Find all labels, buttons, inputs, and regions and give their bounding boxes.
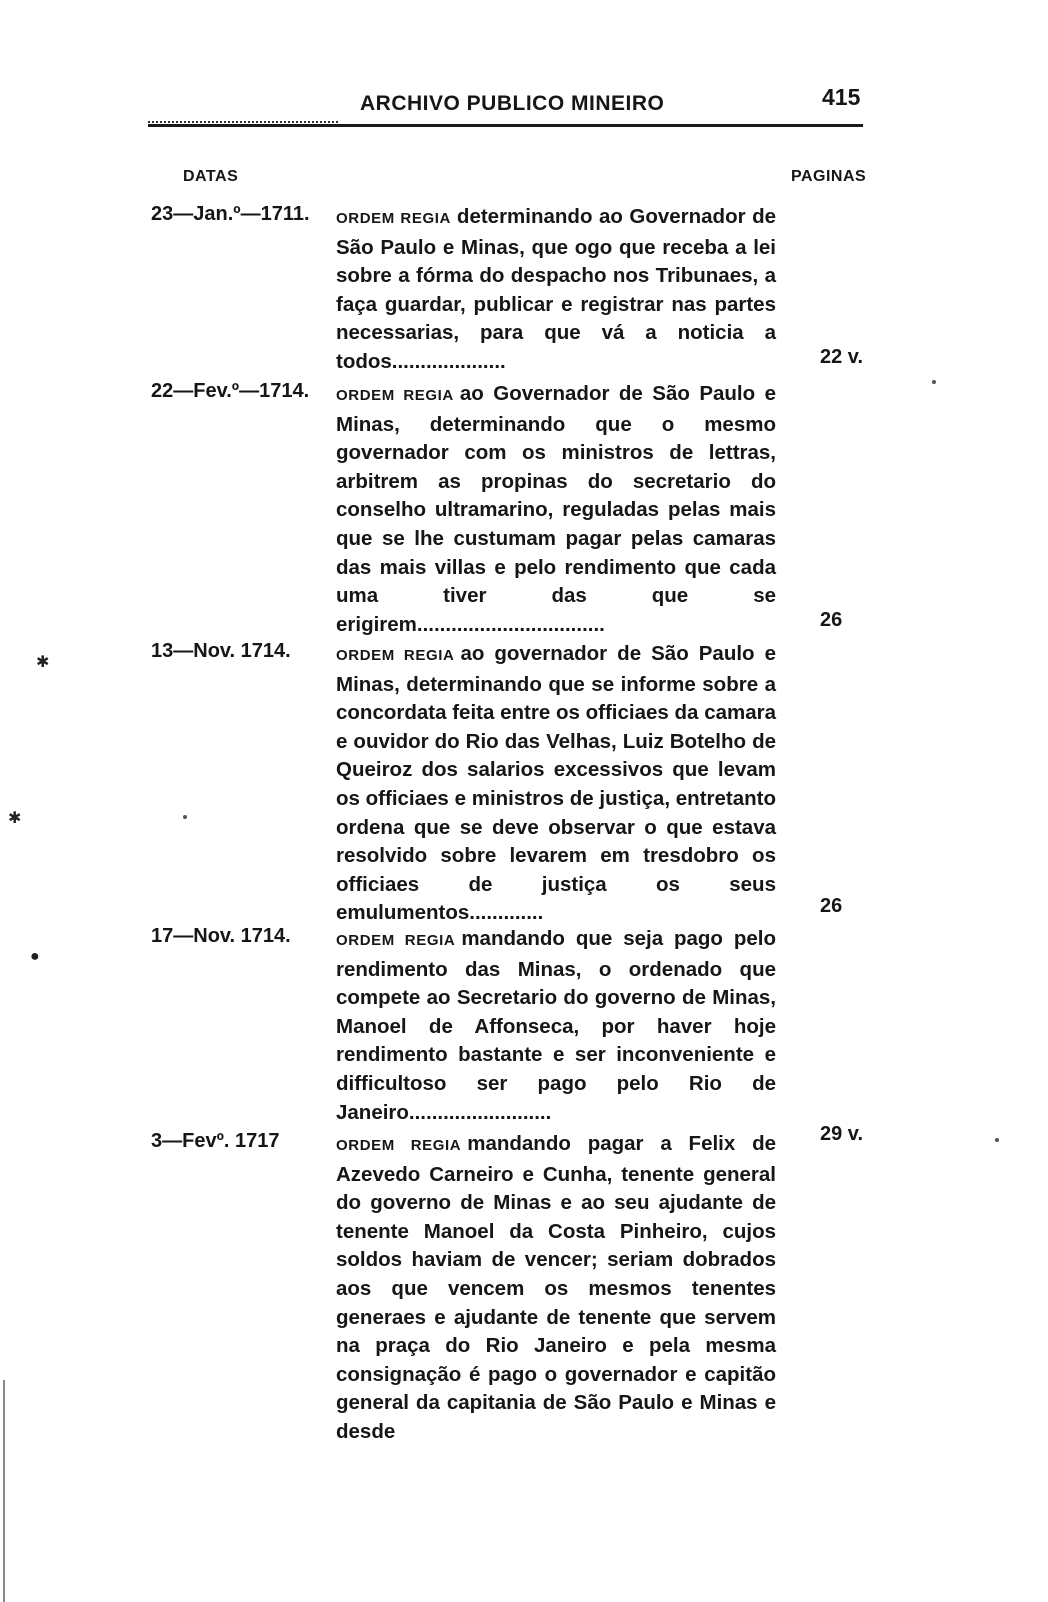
entry-kind: ORDEM REGIA (336, 387, 454, 404)
entry-text: mandando que seja pago pelo rendimento das Minas, o ordenado que compete ao Secretario do governo de Minas, Manoel de Affonseca, por haver hoje rendimento bastante e ser inconveniente e difficultoso ser pago pelo Rio de Janeiro......................... (336, 927, 776, 1124)
scan-speck (183, 815, 187, 819)
entry-date: 17—Nov. 1714. (151, 925, 291, 947)
entry-page-ref: 29 v. (820, 1123, 863, 1145)
entry-page-ref: 26 (820, 609, 843, 631)
scan-blot-mark: ● (30, 948, 40, 965)
scan-blot-mark: ✱ (36, 654, 50, 671)
entry-text: mandando pagar a Felix de Azevedo Carneiro e Cunha, tenente general do governo de Minas e ao seu ajudante de tenente Manoel da Costa Pinheiro, cujos soldos haviam de vencer; seriam dobrados aos que vencem os mesmos tenentes generaes e ajudante de tenente que servem na praça do Rio Janeiro e pela mesma consignação é pago o governador e capitão general da capitania de São Paulo e Minas e desde (336, 1132, 776, 1443)
dates-column-heading: DATAS (183, 168, 239, 185)
pages-column-heading: PAGINAS (791, 168, 867, 185)
page-number: 415 (822, 84, 861, 110)
entry-body (336, 925, 776, 1127)
scan-speck (995, 1138, 999, 1142)
running-header-title: ARCHIVO PUBLICO MINEIRO (360, 92, 665, 115)
entry-date: 13—Nov. 1714. (151, 640, 291, 662)
entry-text: ao Governador de São Paulo e Minas, determinando que o mesmo governador com os ministros de lettras, arbitrem as propinas do secretario do conselho ultramarino, reguladas pelas mais que se lhe custumam pagar pelas camaras das mais villas e pelo rendimento que cada uma tiver das que se erigirem................................. (336, 382, 776, 636)
entry-date: 3—Fevº. 1717 (151, 1130, 280, 1152)
entry-text: determinando ao Governador de São Paulo e Minas, que ogo que receba a lei sobre a fórma do despacho nos Tribunaes, a faça guardar, publicar e registrar nas partes necessarias, para que vá a noticia a todos.................... (336, 205, 777, 373)
entry-page-ref: 26 (820, 895, 843, 917)
entry-page-ref: 22 v. (820, 346, 863, 368)
header-rule (148, 124, 863, 127)
entry-text: ao governador de São Paulo e Minas, determinando que se informe sobre a concordata feita entre os officiaes da camara e ouvidor do Rio das Velhas, Luiz Botelho de Queiroz dos salarios excessivos que levam os officiaes e ministros de justiça, entretanto ordena que se deve observar o que estava resolvido sobre levarem em tresdobro os officiaes de justiça os seus emulumentos............. (336, 642, 776, 925)
header-rule-dots (148, 121, 338, 123)
entry-kind: ORDEM REGIA (336, 1137, 462, 1154)
entry-kind: ORDEM REGIA (336, 210, 451, 227)
scan-edge-line (3, 1380, 5, 1602)
scan-blot-mark: ✱ (8, 810, 22, 827)
entry-kind: ORDEM REGIA (336, 647, 455, 664)
scan-speck (932, 380, 936, 384)
entry-body (336, 640, 776, 928)
entry-kind: ORDEM REGIA (336, 932, 456, 949)
entry-body (336, 1130, 776, 1447)
entry-body (336, 203, 776, 377)
entry-date: 23—Jan.º—1711. (151, 203, 310, 225)
entry-body (336, 380, 776, 639)
entry-date: 22—Fev.º—1714. (151, 380, 310, 402)
